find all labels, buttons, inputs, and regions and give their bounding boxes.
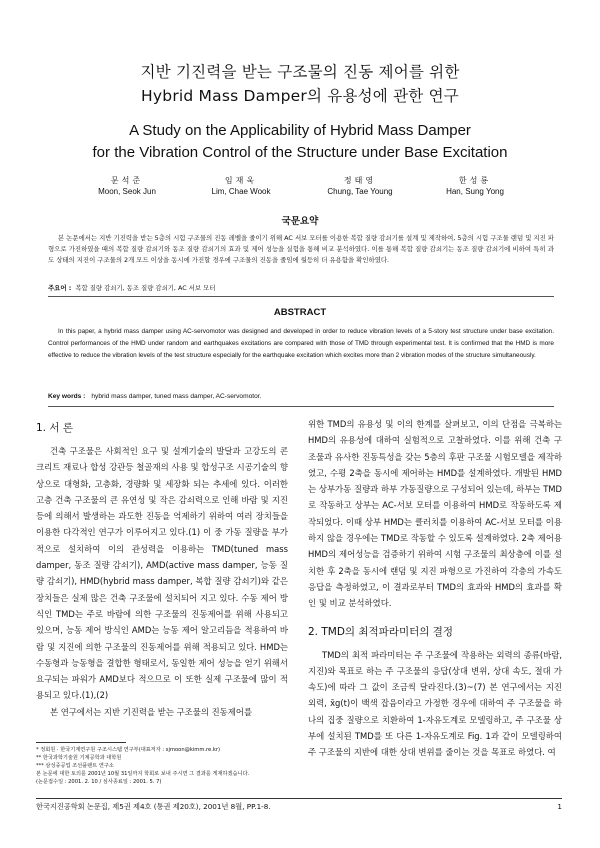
keywords-english-text: hybrid mass damper, tuned mass damper, AC-servomotor. (91, 393, 262, 400)
author-name-english: Han, Sung Yong (446, 187, 504, 196)
footnote: *** 삼성중공업 조선플랜트 연구소 (36, 763, 114, 769)
left-column (36, 416, 288, 737)
footnote-divider (36, 742, 126, 743)
author-name-english: Moon, Seok Jun (98, 187, 156, 196)
author-3 (305, 175, 415, 197)
keywords-english-label: Key words : (48, 393, 86, 400)
keywords-korean (48, 283, 554, 293)
paragraph: 본 연구에서는 지반 기진력을 받는 구조물의 진동제어를 (50, 706, 253, 717)
journal-citation: 한국지진공학회 논문집, 제5권 제4호 (통권 제20호), 2001년 8월, PP.1-8. (36, 802, 271, 811)
author-4 (420, 175, 530, 197)
footer-divider (36, 798, 562, 799)
keywords-english (48, 392, 554, 402)
paragraph: TMD의 최적 파라미터는 주 구조물에 작용하는 외력의 종류(바람, 지진)와 목표로 하는 주 구조물의 응답(상대 변위, 상대 속도, 절대 가속도)에 따라 그 값이 조금씩 달라진다.(3)~(7) 본 연구에서는 지진 외력, x̄g(t)이 백색 잡음이라고 가정한 경우에 대하여 주 구조물을 하나의 집중 질량으로 치환하여 1-자유도계로 모델링하고, 주 구조물 상부에 설치된 TMD를 또 다른 1-자유도계로 Fig. 1과 같이 모델링하여 주 구조물의 지반에 대한 상대 변위를 줄이는 것을 목표로 하였다. 여 (308, 649, 562, 758)
title-english-line-1: A Study on the Applicability of Hybrid Mass Damper (129, 122, 471, 139)
author-2 (186, 175, 296, 197)
divider (48, 296, 554, 297)
title-english-line-2: for the Vibration Control of the Structure under Base Excitation (92, 144, 508, 161)
abstract-english-heading: ABSTRACT (273, 307, 327, 318)
divider (48, 406, 554, 407)
author-name-english: Chung, Tae Young (327, 187, 393, 196)
title-english (0, 120, 600, 164)
footnote: * 정회원 · 한국기계연구원 구조시스템 연구부(대표저자 : sjmoon@kimm.re.kr) (36, 747, 221, 753)
author-list (0, 175, 600, 205)
keywords-korean-text: 복합 질량 감쇠기, 동조 질량 감쇠기, AC 서보 모터 (75, 284, 216, 292)
author-1 (72, 175, 182, 197)
title-korean-line-1: 지반 기진력을 받는 구조물의 진동 제어를 위한 (140, 63, 460, 81)
paragraph: 위한 TMD의 유용성 및 이의 한계를 살펴보고, 이의 단점을 극복하는 HMD의 유용성에 대하여 실험적으로 고찰하였다. 이를 위해 건축 구조물과 유사한 진동특성을 갖는 5층의 후판 구조물 시험모델을 제작하였고, 수평 2축을 동시에 제어하는 HMD를 설계하였다. 개발된 HMD는 상부가동 질량과 하부 가동질량으로 구성되어 있는데, 하부는 TMD로 작동하고 상부는 AC-서보 모터를 이용하여 HMD로 작동하도록 제작되었다. 이때 상부 HMD는 클러치를 이용하여 AC-서보 모터를 이용하지 않을 경우에는 TMD로 작동할 수 있도록 설계하였다. 2축 제어용 HMD의 제어성능을 검증하기 위하여 시험 구조물의 최상층에 이를 설치한 후 2축을 동시에 랜덤 및 지진 파형으로 가진하여 각층의 가속도 응답을 측정하였고, 이 결과로부터 TMD의 효과와 HMD의 효과를 확인 및 비교 분석하였다. (308, 419, 562, 609)
keywords-korean-label: 주요어 : (48, 284, 72, 292)
introduction-body (36, 443, 288, 737)
abstract-english-text: In this paper, a hybrid mass damper using AC-servomotor was designed and developed in order to reduce vibration levels of a 5-story test structure under base excitation. Control performances of the HMD under random and earthquakes excitations are compared with those of TMD through experimental test. It is confirmed that the HMD is more effective to reduce the vibration levels of the test structure especially for the earthquake excitation which excites more than 2 vibration modes of the structure simultaneously. (48, 328, 554, 359)
abstract-korean-heading: 국문요약 (281, 216, 319, 227)
section-heading-tmd-parameters: 2. TMD의 최적파라미터의 결정 (308, 625, 454, 638)
title-korean (0, 60, 600, 108)
author-name-korean: 정태영 (343, 176, 377, 185)
footnotes (36, 746, 288, 786)
author-name-korean: 한성룡 (458, 176, 492, 185)
paragraph: 건축 구조물은 사회적인 요구 및 설계기술의 발달과 고강도의 콘크리트 재료나 합성 강관등 철골재의 사용 및 합성구조 시공기술의 향상으로 대형화, 고층화, 경량화 및 세장화 되는 추세에 있다. 이러한 고층 건축 구조물의 큰 유연성 및 작은 감쇠력으로 인해 바람 및 지진 등에 의해서 발생하는 과도한 진동을 억제하기 위하여 여러 장치들을 이용한 다각적인 연구가 이루어지고 있다.(1) 이 중 가동 질량을 부가적으로 설치하여 이의 관성력을 이용하는 TMD(tuned mass damper, 동조 질량 감쇠기), AMD(active mass damper, 능동 질량 감쇠기), HMD(hybrid mass damper, 복합 질량 감쇠기)와 같은 장치들은 실제 많은 건축 구조물에 설치되어 지고 있다. 수동 제어 방식인 TMD는 주로 바람에 의한 구조물의 진동제어를 위해 사용되고 있으며, 능동 제어 방식인 AMD는 능동 제어 알고리듬을 적용하여 바람 및 지진에 의한 구조물의 진동제어를 위해 적용되고 있다. HMD는 수동형과 능동형을 결합한 형태로서, 동일한 제어 성능을 얻기 위해서 요구되는 파워가 AMD보다 적으므로 이 또한 실제 구조물에 많이 적용되고 있다.(1),(2) (36, 446, 288, 701)
author-name-korean: 문석준 (110, 176, 144, 185)
section-heading-introduction: 1. 서 론 (36, 422, 73, 434)
footnote: 본 논문에 대한 토의를 2001년 10월 31일까지 학회로 보내 주시면 그 결과를 게재하겠습니다. (36, 771, 250, 777)
abstract-korean-text: 본 논문에서는 지반 기진력을 받는 5층의 시험 구조물의 진동 레벨을 줄이기 위해 AC 서보 모터를 이용한 복합 질량 감쇠기를 설계 및 제작하여, 5층의 시험 구조물 랜덤 및 지진 파형으로 가진하였을 때의 복합 질량 감쇠기와 동조 질량 감쇠기의 효과 및 제어 성능을 실험을 통해 비교 분석하였다. 이를 통해 복합 질량 감쇠기는 동조 질량 감쇠기에 비하여 특히 과도 상태의 지진이 구조물의 2개 모드 이상을 동시에 가진할 경우에 구조물의 진동을 줄임에 월등히 더 유용함을 확인하였다. (48, 234, 554, 264)
title-korean-line-2: Hybrid Mass Damper의 유용성에 관한 연구 (141, 87, 459, 105)
right-column (308, 416, 562, 761)
author-name-english: Lim, Chae Wook (211, 187, 271, 196)
footnote: (논문접수일 : 2001. 2. 10 / 심사종료일 : 2001. 5. 7) (36, 779, 162, 785)
page-number: 1 (557, 802, 562, 811)
footnote: ** 한국과학기술원 기계공학과 대학원 (36, 755, 122, 761)
author-name-korean: 임재욱 (224, 176, 258, 185)
